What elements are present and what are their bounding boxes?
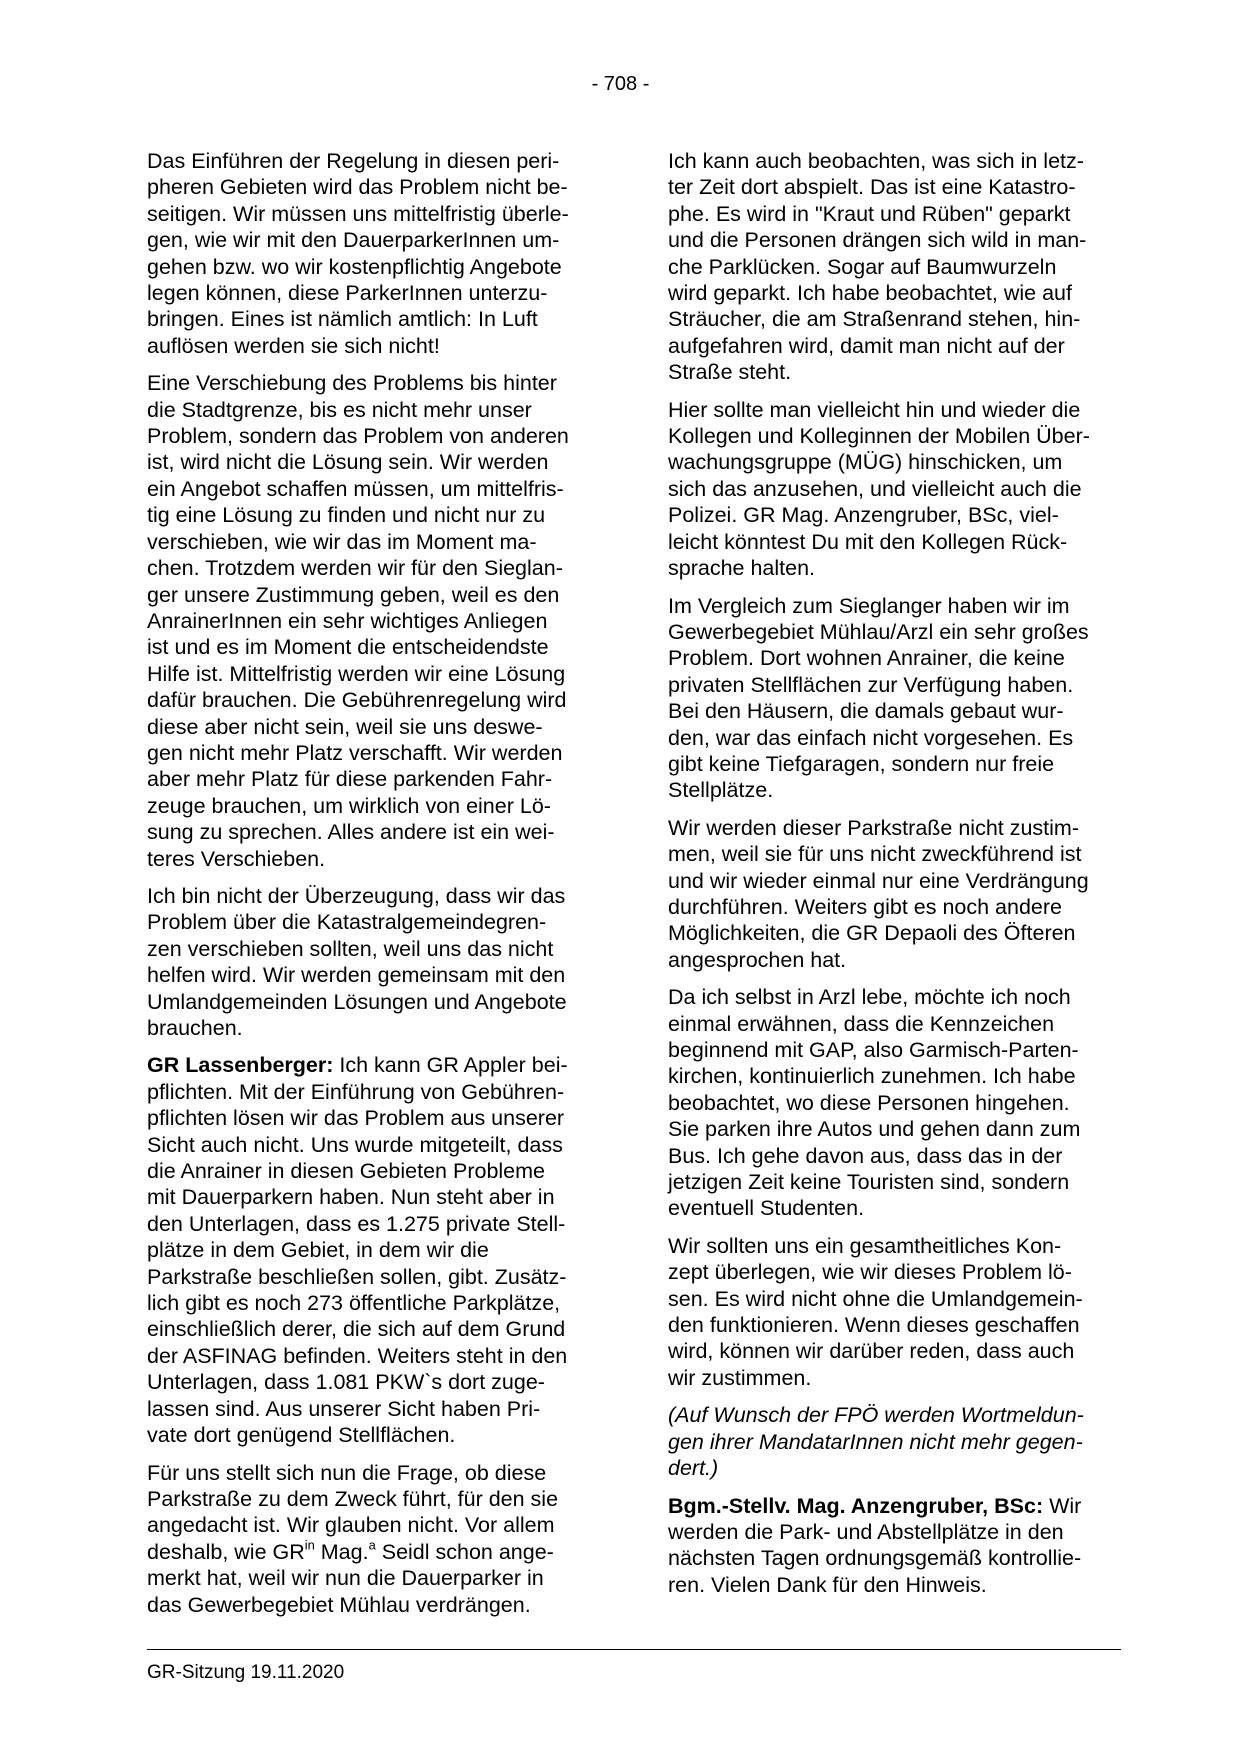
- text-fragment: Wir: [1043, 1493, 1082, 1518]
- text-line: den, war das einfach nicht vorgesehen. Es: [668, 725, 1074, 750]
- text-line: Wir werden dieser Parkstraße nicht zustim-: [668, 815, 1079, 840]
- text-line: Sträucher, die am Straßenrand stehen, hin-: [668, 307, 1081, 332]
- superscript: a: [368, 1537, 376, 1553]
- text-line: durchführen. Weiters gibt es noch andere: [668, 894, 1063, 919]
- text-line: aber mehr Platz für diese parkenden Fahr-: [147, 767, 553, 792]
- text-line: angesprochen hat.: [668, 947, 847, 972]
- text-line: mit Dauerparkern haben. Nun steht aber in: [147, 1185, 555, 1210]
- speaker-name: Bgm.-Stellv. Mag. Anzengruber, BSc:: [668, 1493, 1044, 1518]
- text-line: gehen bzw. wo wir kostenpflichtig Angebote: [147, 254, 562, 279]
- text-line: men, weil sie für uns nicht zweckführend ist: [668, 842, 1082, 867]
- paragraph: [668, 148, 1120, 386]
- text-fragment: Ich kann GR Appler bei-: [333, 1053, 568, 1078]
- paragraph: [147, 1460, 599, 1618]
- text-line: jetzigen Zeit keine Touristen sind, sondern: [668, 1170, 1070, 1195]
- text-line: ren. Vielen Dank für den Hinweis.: [668, 1572, 987, 1597]
- text-line: die Stadtgrenze, bis es nicht mehr unser: [147, 397, 532, 422]
- speaker-name: GR Lassenberger:: [147, 1053, 334, 1078]
- paragraph: [668, 1233, 1120, 1391]
- text-line: wir zustimmen.: [668, 1365, 812, 1390]
- paragraph: [147, 370, 599, 872]
- text-line: auflösen werden sie sich nicht!: [147, 333, 440, 358]
- text-line: lich gibt es noch 273 öffentliche Parkplätze,: [147, 1291, 561, 1316]
- text-line: tig eine Lösung zu finden und nicht nur zu: [147, 503, 546, 528]
- footer-divider: [147, 1649, 1121, 1650]
- page-number: - 708 -: [591, 73, 650, 95]
- text-line: Möglichkeiten, die GR Depaoli des Öfteren: [668, 921, 1076, 946]
- text-line: AnrainerInnen ein sehr wichtiges Anliegen: [147, 608, 548, 633]
- text-line: ein Angebot schaffen müssen, um mittelfris-: [147, 476, 564, 501]
- text-line: Parkstraße zu dem Zweck führt, für den sie: [147, 1486, 559, 1511]
- text-line: brauchen.: [147, 1016, 243, 1040]
- text-line: Ich kann auch beobachten, was sich in letz-: [668, 149, 1084, 173]
- text-line: ist und es im Moment die entscheidendste: [147, 635, 549, 660]
- text-line: Ich bin nicht der Überzeugung, dass wir das: [147, 883, 566, 908]
- text-line: gen, wie wir mit den DauerparkerInnen um-: [147, 228, 560, 253]
- text-line: werden die Park- und Abstellplätze in den: [668, 1519, 1064, 1544]
- text-line: zen verschieben sollten, weil uns das nicht: [147, 936, 554, 961]
- text-line: Umlandgemeinden Lösungen und Angebote: [147, 989, 567, 1014]
- text-line: zept überlegen, wie wir dieses Problem lö-: [668, 1260, 1072, 1285]
- text-line: verschieben, wie wir das im Moment ma-: [147, 529, 537, 554]
- text-line: pflichten. Mit der Einführung von Gebühren-: [147, 1079, 565, 1104]
- text-line: bringen. Eines ist nämlich amtlich: In Luft: [147, 307, 538, 332]
- text-line: das Gewerbegebiet Mühlau verdrängen.: [147, 1592, 531, 1617]
- text-line: gibt keine Tiefgaragen, sondern nur freie: [668, 751, 1055, 776]
- text-line: chen. Trotzdem werden wir für den Sieglan-: [147, 556, 563, 581]
- text-line: den funktionieren. Wenn dieses geschaffen: [668, 1313, 1080, 1338]
- text-line: Parkstraße beschließen sollen, gibt. Zusätz-: [147, 1264, 567, 1289]
- paragraph: [668, 593, 1120, 804]
- text-line: pflichten lösen wir das Problem aus unserer: [147, 1106, 565, 1131]
- text-line: sen. Es wird nicht ohne die Umlandgemein-: [668, 1286, 1083, 1311]
- text-line: Für uns stellt sich nun die Frage, ob diese: [147, 1460, 547, 1485]
- text-fragment: deshalb, wie GR: [147, 1539, 305, 1564]
- text-line: Problem, sondern das Problem von anderen: [147, 424, 569, 449]
- text-line: sung zu sprechen. Alles andere ist ein wei-: [147, 820, 555, 845]
- text-line: kirchen, kontinuierlich zunehmen. Ich habe: [668, 1064, 1076, 1089]
- paragraph: [147, 148, 599, 359]
- paragraph: [668, 984, 1120, 1222]
- text-line: privaten Stellflächen zur Verfügung haben.: [668, 672, 1074, 697]
- text-line: einschließlich derer, die sich auf dem Grund: [147, 1317, 566, 1342]
- text-fragment: Mag.: [314, 1539, 369, 1564]
- text-line: und wir wieder einmal nur eine Verdrängung: [668, 868, 1089, 893]
- text-line: [147, 1052, 599, 1078]
- text-line: Wir sollten uns ein gesamtheitliches Kon-: [668, 1233, 1062, 1258]
- text-line: diese aber nicht sein, weil sie uns deswe-: [147, 714, 543, 739]
- text-line: beginnend mit GAP, also Garmisch-Parten-: [668, 1038, 1079, 1062]
- text-line: wird, können wir darüber reden, dass auch: [668, 1339, 1075, 1364]
- text-line: gen ihrer MandatarInnen nicht mehr gegen-: [668, 1429, 1083, 1454]
- text-line: Problem. Dort wohnen Anrainer, die keine: [668, 646, 1065, 671]
- text-line: seitigen. Wir müssen uns mittelfristig überle-: [147, 201, 569, 226]
- text-line: Da ich selbst in Arzl lebe, möchte ich noch: [668, 985, 1071, 1010]
- text-line: Unterlagen, dass 1.081 PKW`s dort zuge-: [147, 1370, 545, 1395]
- text-line: Sicht auch nicht. Uns wurde mitgeteilt, dass: [147, 1132, 563, 1157]
- footer-session-date: GR-Sitzung 19.11.2020: [147, 1662, 345, 1683]
- text-line: Im Vergleich zum Sieglanger haben wir im: [668, 593, 1070, 618]
- text-line: der ASFINAG befinden. Weiters steht in den: [147, 1343, 568, 1368]
- text-line: den Unterlagen, dass es 1.275 private Stell-: [147, 1211, 566, 1236]
- text-line: Polizei. GR Mag. Anzengruber, BSc, viel-: [668, 503, 1059, 528]
- left-column: [147, 148, 599, 1629]
- text-line: aufgefahren wird, damit man nicht auf der: [668, 333, 1065, 358]
- text-line: die Anrainer in diesen Gebieten Probleme: [147, 1159, 546, 1184]
- text-line: eventuell Studenten.: [668, 1196, 865, 1221]
- text-line: und die Personen drängen sich wild in man-: [668, 228, 1087, 253]
- text-line: phe. Es wird in "Kraut und Rüben" geparkt: [668, 201, 1071, 226]
- text-line: ter Zeit dort abspielt. Das ist eine Katastro-: [668, 175, 1076, 200]
- text-line: ger unsere Zustimmung geben, weil es den: [147, 582, 560, 607]
- text-line: [147, 1539, 599, 1565]
- text-line: angedacht ist. Wir glauben nicht. Vor allem: [147, 1513, 555, 1538]
- text-line: [668, 1493, 1120, 1519]
- text-line: pheren Gebieten wird das Problem nicht be-: [147, 175, 568, 200]
- text-line: Hier sollte man vielleicht hin und wieder die: [668, 397, 1081, 422]
- right-column: [668, 148, 1120, 1609]
- text-line: einmal erwähnen, dass die Kennzeichen: [668, 1011, 1055, 1036]
- text-line: sprache halten.: [668, 556, 816, 581]
- text-line: Bei den Häusern, die damals gebaut wur-: [668, 699, 1064, 724]
- text-line: lassen sind. Aus unserer Sicht haben Pri-: [147, 1396, 541, 1421]
- text-line: Das Einführen der Regelung in diesen peri-: [147, 149, 560, 173]
- text-line: Eine Verschiebung des Problems bis hinter: [147, 371, 557, 396]
- text-line: leicht könntest Du mit den Kollegen Rück-: [668, 529, 1068, 554]
- text-line: Straße steht.: [668, 360, 792, 385]
- text-line: Sie parken ihre Autos und gehen dann zum: [668, 1117, 1081, 1142]
- text-line: che Parklücken. Sogar auf Baumwurzeln: [668, 254, 1057, 279]
- paragraph: [668, 815, 1120, 973]
- text-line: Bus. Ich gehe davon aus, dass das in der: [668, 1143, 1063, 1168]
- text-line: dafür brauchen. Die Gebührenregelung wird: [147, 688, 567, 713]
- text-line: merkt hat, weil wir nun die Dauerparker in: [147, 1566, 544, 1591]
- text-line: legen können, diese ParkerInnen unterzu-: [147, 281, 548, 306]
- text-line: helfen wird. Wir werden gemeinsam mit den: [147, 963, 566, 988]
- speech-paragraph: [668, 1493, 1120, 1599]
- editorial-note: [668, 1402, 1120, 1481]
- text-line: teres Verschieben.: [147, 846, 326, 871]
- paragraph: [147, 883, 599, 1041]
- paragraph: [668, 397, 1120, 582]
- text-line: wird geparkt. Ich habe beobachtet, wie auf: [668, 281, 1072, 306]
- text-fragment: Seidl schon ange-: [375, 1539, 554, 1564]
- text-line: nächsten Tagen ordnungsgemäß kontrollie-: [668, 1546, 1082, 1571]
- text-line: plätze in dem Gebiet, in dem wir die: [147, 1238, 489, 1263]
- superscript: in: [304, 1537, 315, 1553]
- text-line: Stellplätze.: [668, 778, 774, 803]
- text-line: Kollegen und Kolleginnen der Mobilen Über-: [668, 424, 1090, 449]
- text-line: dert.): [668, 1456, 719, 1481]
- text-line: beobachtet, wo diese Personen hingehen.: [668, 1090, 1070, 1115]
- text-line: wachungsgruppe (MÜG) hinschicken, um: [668, 450, 1063, 475]
- text-line: Hilfe ist. Mittelfristig werden wir eine Lösung: [147, 661, 566, 686]
- text-line: Gewerbegebiet Mühlau/Arzl ein sehr großes: [668, 619, 1089, 644]
- text-line: vate dort genügend Stellflächen.: [147, 1423, 456, 1448]
- text-line: zeuge brauchen, um wirklich von einer Lö-: [147, 793, 551, 818]
- text-line: (Auf Wunsch der FPÖ werden Wortmeldun-: [668, 1403, 1084, 1428]
- text-line: Problem über die Katastralgemeindegren-: [147, 910, 547, 935]
- text-line: ist, wird nicht die Lösung sein. Wir werden: [147, 450, 549, 475]
- text-line: sich das anzusehen, und vielleicht auch die: [668, 476, 1082, 501]
- text-line: gen nicht mehr Platz verschafft. Wir werden: [147, 740, 563, 765]
- speech-paragraph: [147, 1052, 599, 1448]
